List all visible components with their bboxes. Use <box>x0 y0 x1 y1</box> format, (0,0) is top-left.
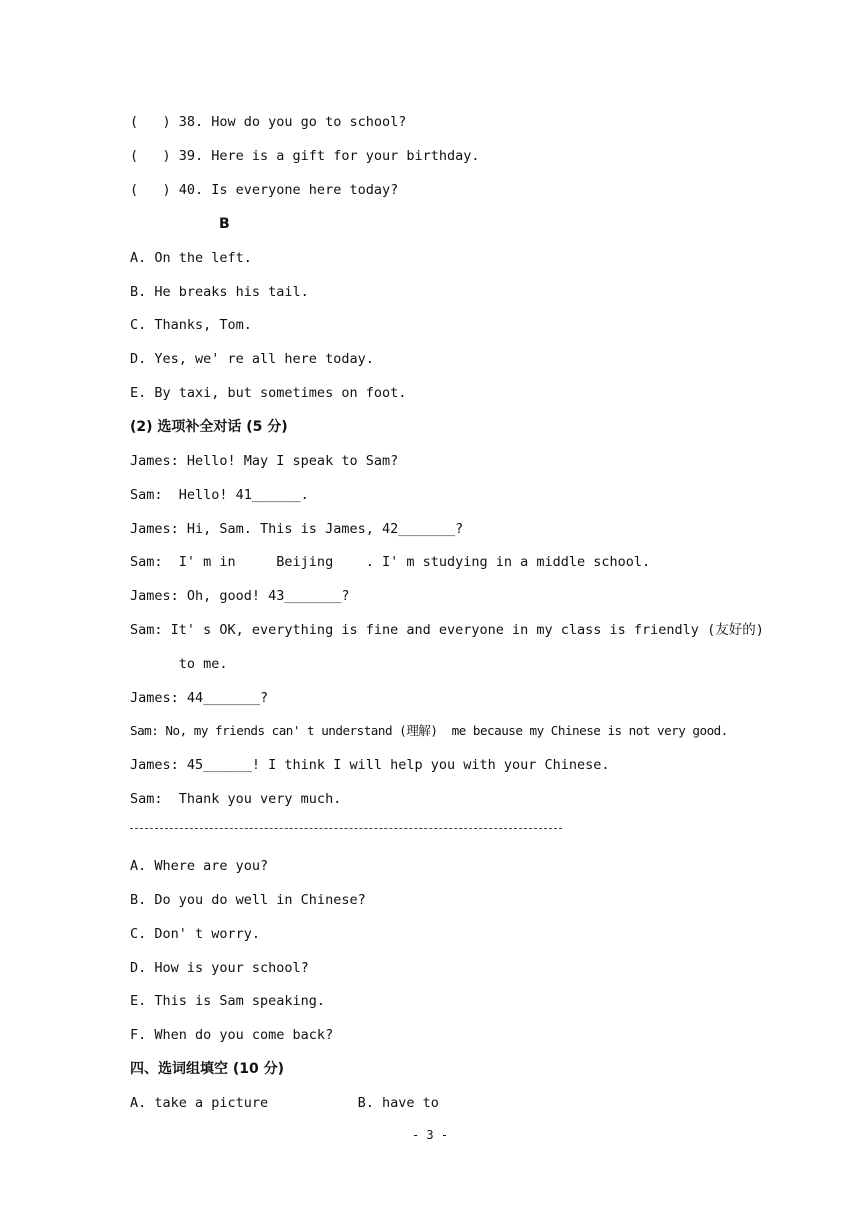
dialogue-line: James: 45______! I think I will help you with your Chinese. <box>130 757 610 773</box>
dialogue-line: Sam: Hello! 41______. <box>130 487 309 503</box>
option-e: E. By taxi, but sometimes on foot. <box>130 385 407 401</box>
section-4-heading: 四、选词组填空 (10 分) <box>130 1061 285 1077</box>
option-d: D. Yes, we' re all here today. <box>130 351 374 367</box>
option-b: B. He breaks his tail. <box>130 284 309 300</box>
dialogue-line: James: 44_______? <box>130 690 269 706</box>
section-2-heading: (2) 选项补全对话 (5 分) <box>130 419 288 435</box>
question-38: ( ) 38. How do you go to school? <box>130 114 407 130</box>
question-40: ( ) 40. Is everyone here today? <box>130 182 399 198</box>
option-a: A. On the left. <box>130 250 252 266</box>
question-39: ( ) 39. Here is a gift for your birthday. <box>130 148 480 164</box>
dialogue-option-e: E. This is Sam speaking. <box>130 993 326 1009</box>
dialogue-line: Sam: No, my friends can' t understand (理解) me because my Chinese is not very good. <box>130 723 728 738</box>
dialogue-line: James: Hi, Sam. This is James, 42_______? <box>130 521 464 537</box>
dialogue-line: Sam: It' s OK, everything is fine and everyone in my class is friendly (友好的) <box>130 622 764 638</box>
dialogue-line: to me. <box>130 656 228 672</box>
dialogue-line: James: Hello! May I speak to Sam? <box>130 453 399 469</box>
dialogue-line: James: Oh, good! 43_______? <box>130 588 350 604</box>
section-4-options: A. take a picture B. have to <box>130 1095 439 1111</box>
dialogue-option-f: F. When do you come back? <box>130 1027 334 1043</box>
option-c: C. Thanks, Tom. <box>130 317 252 333</box>
dialogue-line: Sam: Thank you very much. <box>130 791 342 807</box>
dialogue-option-a: A. Where are you? <box>130 858 269 874</box>
dialogue-option-c: C. Don' t worry. <box>130 926 261 942</box>
page-number: - 3 - <box>411 1128 449 1142</box>
column-b-label: B <box>219 216 230 232</box>
dialogue-line: Sam: I' m in Beijing . I' m studying in a middle school. <box>130 554 651 570</box>
dashed-divider <box>130 828 562 829</box>
dialogue-option-b: B. Do you do well in Chinese? <box>130 892 366 908</box>
dialogue-option-d: D. How is your school? <box>130 960 309 976</box>
